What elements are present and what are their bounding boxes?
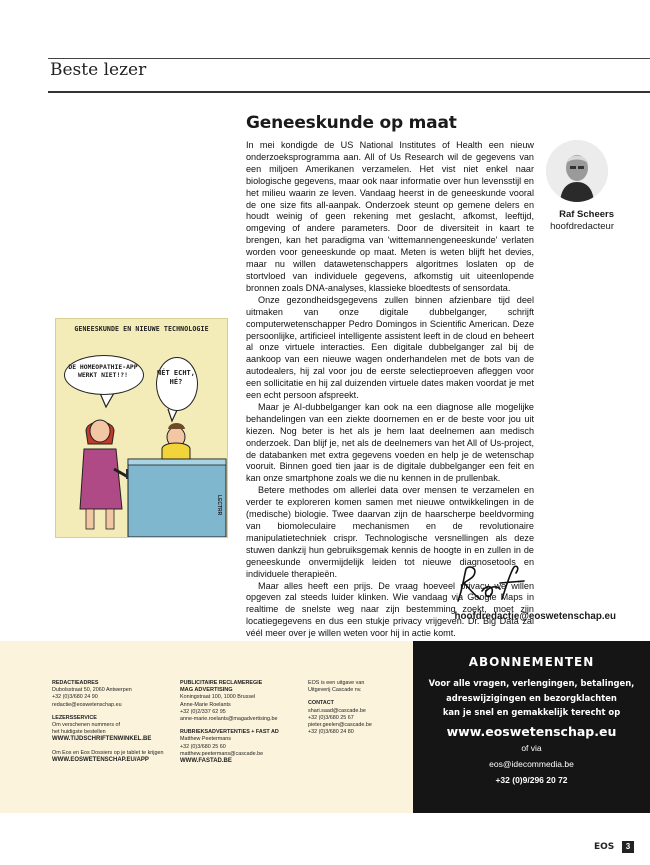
subscriptions-title: ABONNEMENTEN [468, 655, 595, 669]
lezers-text-2: het huidigste bestellen [52, 729, 106, 736]
paragraph-5: Maar alles heeft een prijs. De vraag hoeveel privacy we willen opgeven zal steeds luider klinken. Wie vandaag via Google Maps in realtime de snelste weg naar zijn bestemming zoekt, moet zijn locatiegegevens en dus een stukje privacy vrijgeven. Dr. Big Data zal véél meer over je willen weten voor hij in actie komt. [246, 580, 534, 639]
colophon-column-1 [52, 680, 172, 764]
contact-phone-1: +32 (0)3/680 25 67 [308, 714, 354, 721]
speech-bubble-right-text: NÉT ECHT, HÉ? [157, 369, 195, 386]
pub-contact: Anne-Marie Roelants [180, 701, 231, 708]
author-name: Raf Scheers [559, 209, 614, 220]
pub-name: MAG ADVERTISING [180, 687, 233, 694]
top-rule [48, 58, 650, 59]
contact-title: CONTACT [308, 700, 334, 707]
lezers-title: LEZERSSERVICE [52, 714, 97, 721]
redactie-title: REDACTIEADRES [52, 680, 99, 686]
subscriptions-text [413, 676, 650, 720]
lezers-url[interactable]: WWW.TIJDSCHRIFTENWINKEL.BE [52, 736, 152, 743]
eos-publisher-text: EOS is een uitgave van [308, 680, 365, 686]
redactie-phone: +32 (0)3/680 24 90 [52, 694, 98, 701]
pub-title: PUBLICITAIRE RECLAMEREGIE [180, 680, 263, 686]
rub-title: RUBRIEKSADVERTENTIES + FAST AD [180, 729, 279, 736]
cartoon-artist: LECTRR [216, 494, 222, 515]
editor-email[interactable]: hoofdredactie@eoswetenschap.eu [454, 611, 616, 622]
subscriptions-box [413, 641, 650, 813]
pub-phone: +32 (0)2/337 62 95 [180, 708, 226, 715]
eos-publisher-name: Uitgeverij Cascade nv. [308, 687, 362, 694]
paragraph-4: Betere methodes om allerlei data over mensen te verzamelen en verder te exploreren komen samen met nieuwe ontwikkelingen in de (medische) biologie. Twee daarvan zijn de haarscherpe beeldvorming van biomoleculaire mechanismen en de revolutionaire manipulatietechniek crispr. Technologische versnellingen als deze stuwen dankzij hun gebruiksgemak kennis de hoogte in en zullen in de geneeskunde onvermijdelijk leiden tot nieuwe diagnosetools en individuele therapieën. [246, 485, 534, 579]
app-text: Om Eos en Eos Dossiers op je tablet te krijgen [52, 749, 164, 756]
subscriptions-or: of via [521, 742, 542, 753]
rub-contact: Matthew Peetermans [180, 736, 231, 743]
paragraph-1: In mei kondigde de US National Institutes of Health een nieuw onderzoeksprogramma aan. All of Us Research wil de gegevens van een miljoen Amerikanen verzamelen. Het vist niet enkel naar biologische gegevens, maar ook naar informatie over hun levensstijl en het milieu waarin ze leven. Vandaag heerst in de geneeskunde vooral de one size fits all-aanpak. Onderzoek steunt op gemene delers en houdt weinig of geen rekening met geslacht, afkomst, leeftijd, omgeving of andere parameters. Door de diversiteit in kaart te brengen, kan het paradigma van 'wittemannengeneeskunde' verlaten worden voor geneeskunde op maat. Meten is weten blijft het devies, maar nu willen datawetenschappers algoritmes loslaten op de stortvloed van individuele gegevens, afkomstig uit uiteenlopende bronnen zoals DNA-analyses, klassieke bloedtests of sensordata. [246, 140, 534, 293]
section-rule [48, 91, 650, 93]
cartoon-title: GENEESKUNDE EN NIEUWE TECHNOLOGIE [74, 325, 209, 333]
subscriptions-line-1: Voor alle vragen, verlengingen, betalingen, [428, 678, 635, 688]
author-portrait [546, 140, 608, 202]
redactie-email[interactable]: redactie@eoswetenschap.eu [52, 701, 122, 708]
rub-url[interactable]: WWW.FASTAD.BE [180, 758, 232, 765]
subscriptions-line-2: adreswijzigingen en bezorgklachten [446, 692, 617, 703]
section-title: Beste lezer [50, 60, 147, 80]
handwritten-signature [452, 563, 532, 607]
contact-phone-2: +32 (0)3/680 24 80 [308, 729, 354, 736]
paragraph-3: Maar je AI-dubbelganger kan ook na een diagnose alle mogelijke behandelingen van een ziekte doornemen en er de beste voor jou uit kiezen. Nog beter is het als je hem laat deelnemen aan medisch onderzoek. Dan blijf je, net als de deelnemers van het All of Us-project, de databanken met extra gegevens voeden en help je de wetenschap vooruit. Binnen goed tien jaar is de digitale dubbelganger een feit en kan onze smartphone zoals we die nu kennen in de prullenbak. [246, 401, 534, 484]
rub-email[interactable]: matthew.peetermans@cascade.be [180, 750, 264, 757]
cartoon [55, 318, 228, 538]
redactie-address: Dubolsstraat 50, 2060 Antwerpen [52, 687, 132, 694]
subscriptions-url[interactable]: www.eoswetenschap.eu [446, 723, 617, 739]
magazine-label: EOS [594, 842, 615, 852]
page-number: 3 [622, 841, 634, 853]
author-role: hoofdredacteur [550, 221, 614, 232]
rub-phone: +32 (0)3/680 25 60 [180, 743, 226, 750]
contact-email-1[interactable]: shari.saad@cascade.be [308, 707, 366, 714]
speech-bubble-left-text: DE HOMEOPATHIE-APP WERKT NIET!?! [68, 363, 138, 379]
colophon-column-2 [180, 680, 300, 765]
subscriptions-line-3: kan je snel en gemakkelijk terecht op [442, 707, 621, 717]
app-url[interactable]: WWW.EOSWETENSCHAP.EU/APP [52, 756, 149, 763]
lezers-text: Om verschenen nummers of [52, 722, 121, 729]
colophon-column-3 [308, 680, 408, 736]
subscriptions-phone: +32 (0)9/296 20 72 [495, 774, 568, 785]
paragraph-2: Onze gezondheidsgegevens zullen binnen afzienbare tijd deel uitmaken van onze digitale dubbelganger, schrijft computerwetenschapper Pedro Domingos in Scientific American. Deze persoonlijke, artificieel intelligente assistent leeft in de cloud en beheert al onze virtuele interacties. Een digitale dubbelganger zal bij de aankoop van een nieuwe wagen onderhandelen met de bots van de autodealers, hij zal voor jou de eerste selectieproeven afleggen voor een sollicitatie en hij zal duizenden virtuele dates maken voordat je met een echt persoon afspreekt. [246, 294, 534, 401]
pub-email[interactable]: anne-marie.roelants@magadvertising.be [180, 716, 278, 723]
cartoon-drawing [56, 319, 227, 537]
article-headline: Geneeskunde op maat [246, 113, 457, 133]
subscriptions-email[interactable]: eos@idecommedia.be [489, 758, 574, 769]
contact-email-2[interactable]: pieter.geelen@cascade.be [308, 722, 372, 729]
pub-address: Koningstraat 100, 1000 Brussel [180, 694, 256, 701]
